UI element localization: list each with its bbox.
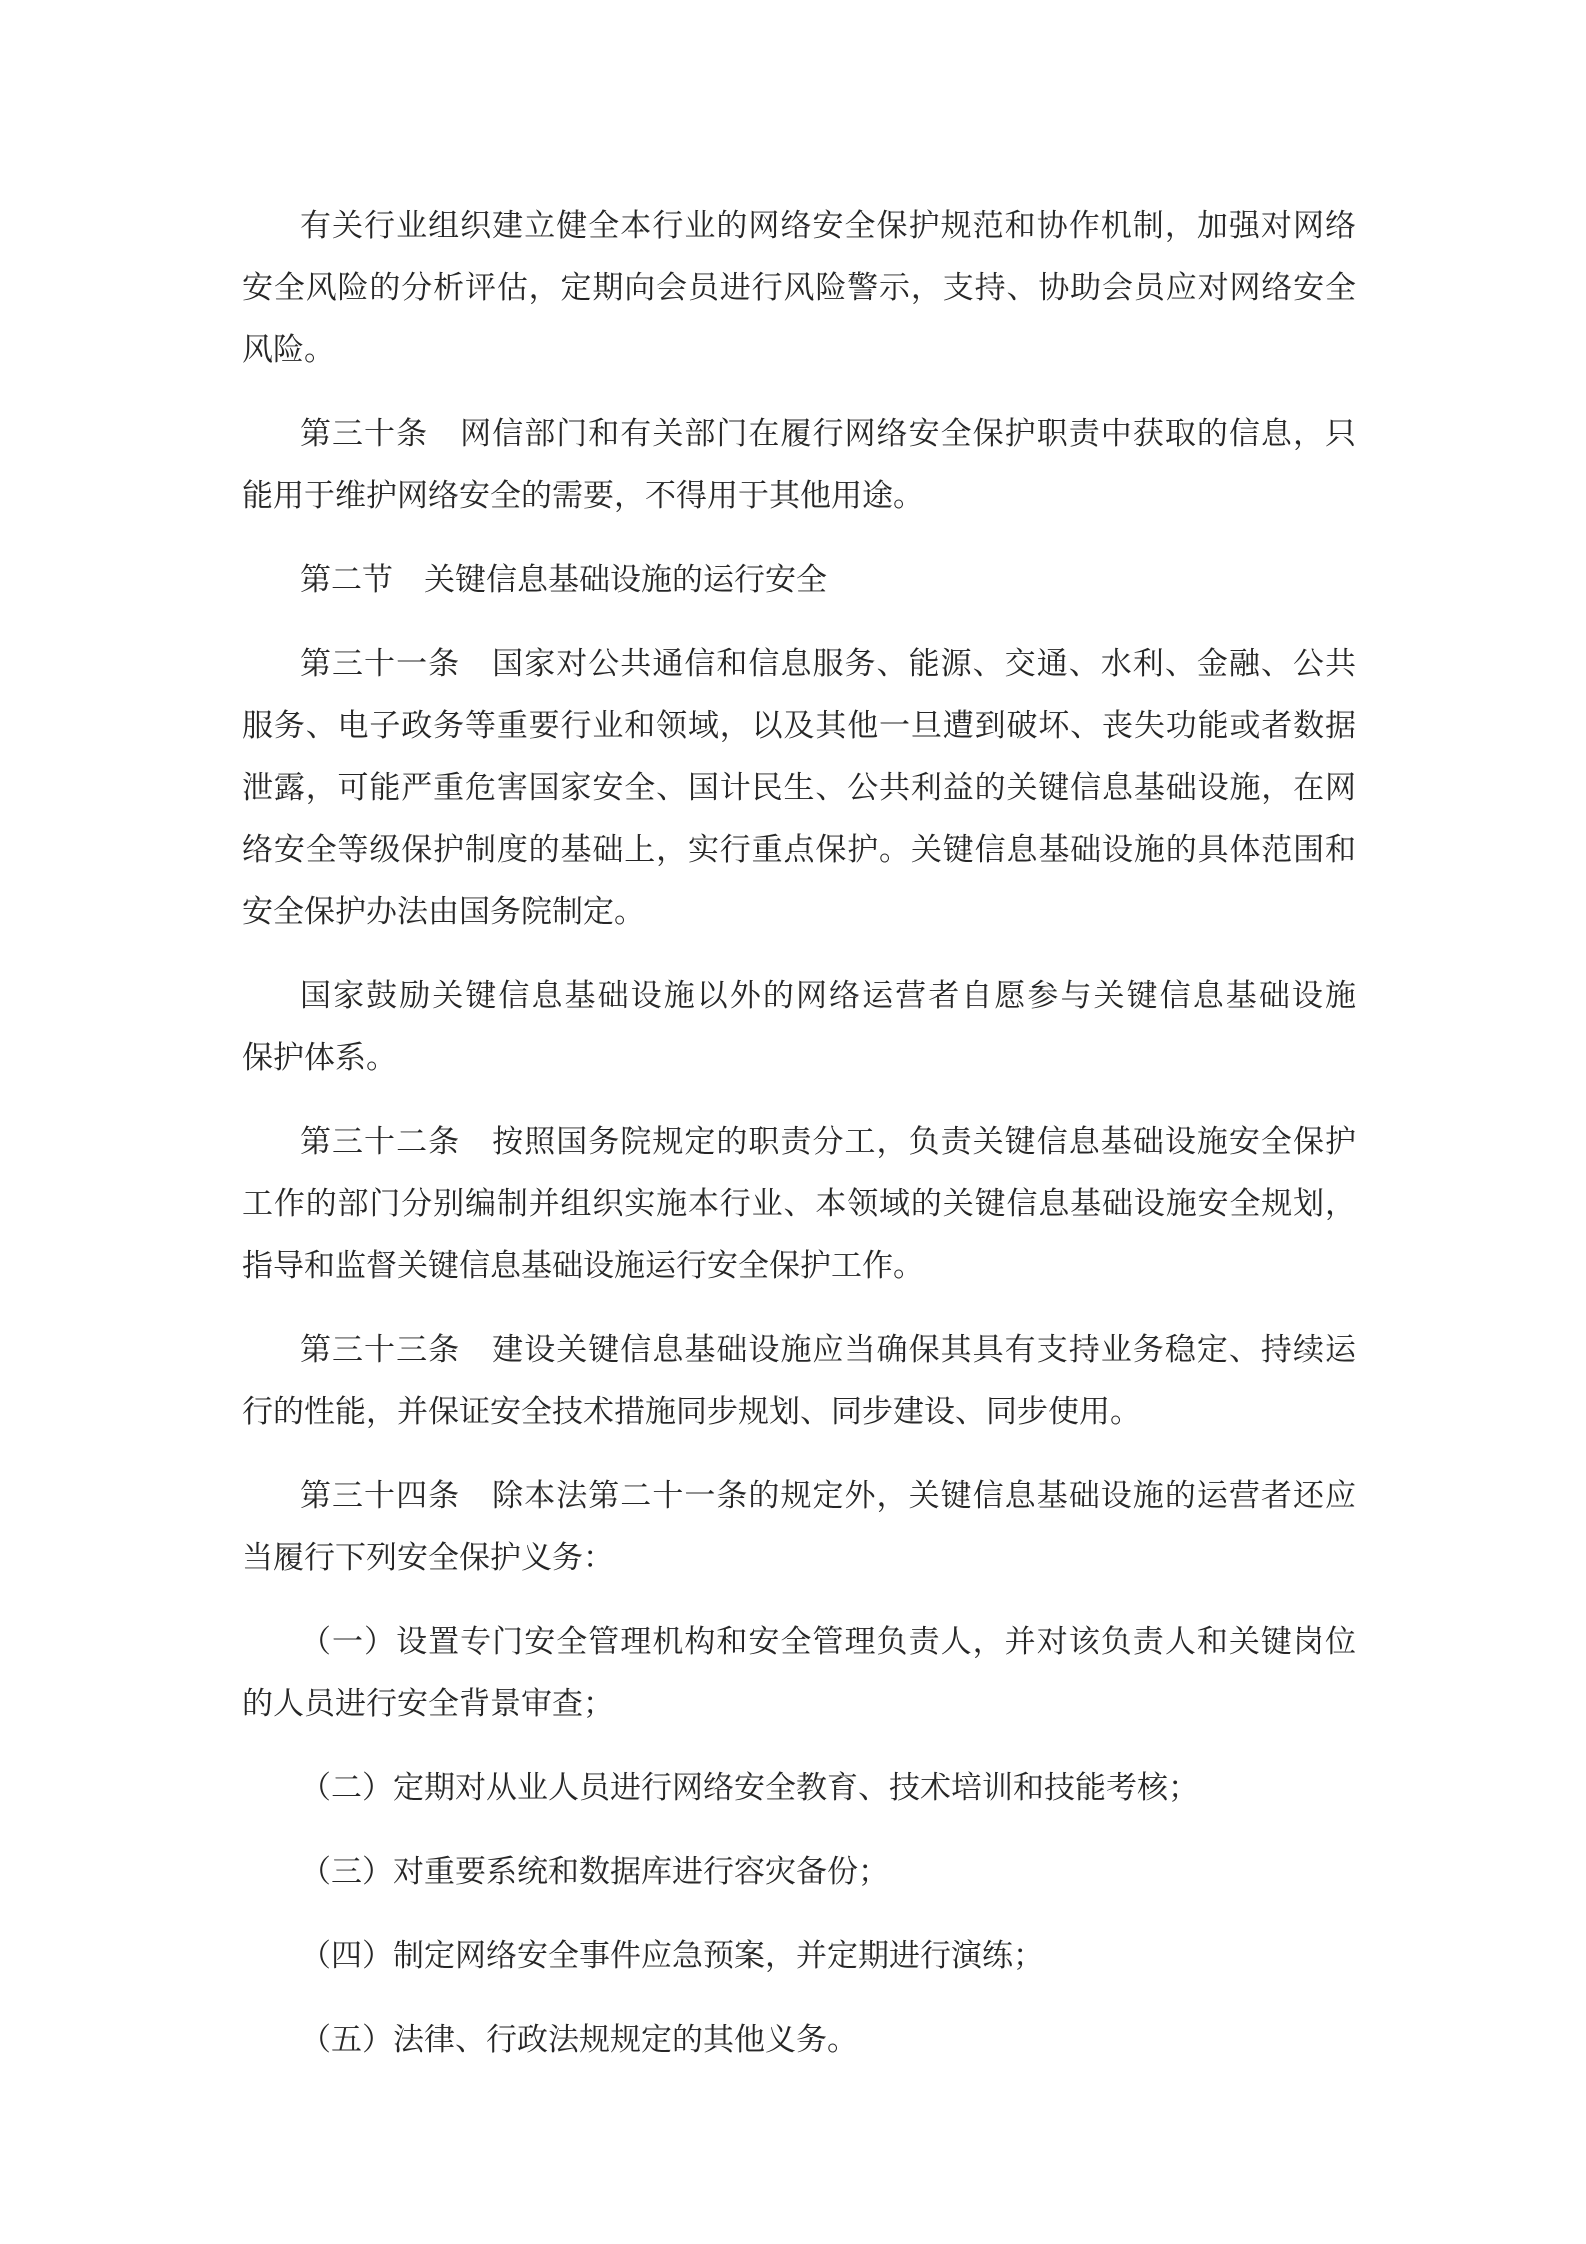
- paragraph: [242, 1841, 1356, 1903]
- paragraph: [242, 1925, 1356, 1987]
- paragraph: [242, 1319, 1356, 1443]
- text-line: （二）定期对从业人员进行网络安全教育、技术培训和技能考核；: [300, 1770, 1199, 1806]
- text-line: 安全保护办法由国务院制定。: [242, 894, 645, 930]
- text-line: （五）法律、行政法规规定的其他义务。: [300, 2022, 858, 2058]
- text-line: 的人员进行安全背景审查；: [242, 1686, 614, 1722]
- text-line: （四）制定网络安全事件应急预案，并定期进行演练；: [300, 1938, 1044, 1974]
- paragraph: [242, 1111, 1356, 1297]
- text-line: 第三十三条 建设关键信息基础设施应当确保其具有支持业务稳定、持续运: [300, 1332, 1356, 1368]
- paragraph: [242, 1611, 1356, 1735]
- text-line: 安全风险的分析评估，定期向会员进行风险警示，支持、协助会员应对网络安全: [242, 270, 1356, 306]
- paragraph: [242, 633, 1356, 943]
- text-line: 有关行业组织建立健全本行业的网络安全保护规范和协作机制，加强对网络: [300, 208, 1356, 244]
- text-line: 第二节 关键信息基础设施的运行安全: [300, 562, 827, 598]
- text-line: 工作的部门分别编制并组织实施本行业、本领域的关键信息基础设施安全规划，: [242, 1186, 1356, 1222]
- text-line: 第三十四条 除本法第二十一条的规定外，关键信息基础设施的运营者还应: [300, 1478, 1356, 1514]
- paragraph: [242, 549, 1356, 611]
- text-line: （一）设置专门安全管理机构和安全管理负责人，并对该负责人和关键岗位: [300, 1624, 1356, 1660]
- text-line: 国家鼓励关键信息基础设施以外的网络运营者自愿参与关键信息基础设施: [300, 978, 1356, 1014]
- text-line: 络安全等级保护制度的基础上，实行重点保护。关键信息基础设施的具体范围和: [242, 832, 1356, 868]
- text-line: 能用于维护网络安全的需要，不得用于其他用途。: [242, 478, 924, 514]
- document-page: [242, 195, 1356, 2093]
- text-line: 服务、电子政务等重要行业和领域，以及其他一旦遭到破坏、丧失功能或者数据: [242, 708, 1356, 744]
- paragraph: [242, 195, 1356, 381]
- paragraph: [242, 965, 1356, 1089]
- paragraph: [242, 1757, 1356, 1819]
- text-line: （三）对重要系统和数据库进行容灾备份；: [300, 1854, 889, 1890]
- paragraph: [242, 403, 1356, 527]
- text-line: 行的性能，并保证安全技术措施同步规划、同步建设、同步使用。: [242, 1394, 1141, 1430]
- text-line: 保护体系。: [242, 1040, 397, 1076]
- text-line: 风险。: [242, 332, 335, 368]
- text-line: 第三十条 网信部门和有关部门在履行网络安全保护职责中获取的信息，只: [300, 416, 1356, 452]
- text-line: 泄露，可能严重危害国家安全、国计民生、公共利益的关键信息基础设施，在网: [242, 770, 1356, 806]
- paragraph: [242, 1465, 1356, 1589]
- text-line: 第三十二条 按照国务院规定的职责分工，负责关键信息基础设施安全保护: [300, 1124, 1356, 1160]
- text-line: 第三十一条 国家对公共通信和信息服务、能源、交通、水利、金融、公共: [300, 646, 1356, 682]
- paragraph: [242, 2009, 1356, 2071]
- text-line: 当履行下列安全保护义务：: [242, 1540, 614, 1576]
- text-line: 指导和监督关键信息基础设施运行安全保护工作。: [242, 1248, 924, 1284]
